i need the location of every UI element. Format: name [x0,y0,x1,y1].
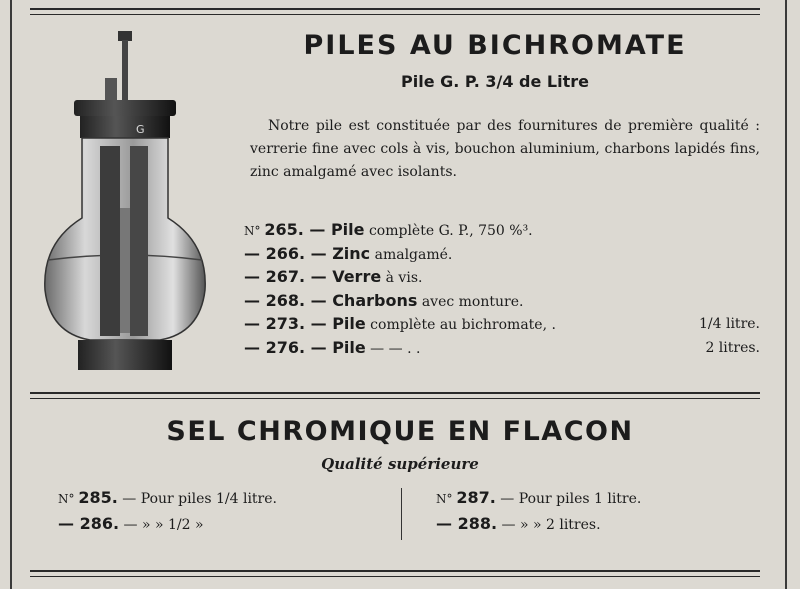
item-prefix: N° [58,492,79,506]
item-text: — » » 2 litres. [497,517,601,533]
item-dash: — [305,243,333,263]
item-number: — 273. [244,314,306,333]
list-item [244,291,764,315]
list-item [436,488,641,514]
left-border [10,0,12,589]
right-border [785,0,787,589]
item-number: 265. [264,220,304,239]
item-desc: complète au bichromate, . [365,317,556,333]
product-description: Notre pile est constituée par des fournitures de première qualité : verrerie fine avec cols à vis, bouchon aluminium, charbons lapidés fins, zinc amalgamé avec isolants. [250,118,760,180]
bichromate-battery-illustration [30,28,230,378]
list-item [244,338,764,362]
product-subtitle: Pile G. P. 3/4 de Litre [401,72,589,91]
item-number: 285. [78,488,118,507]
item-name: Verre [332,267,382,286]
sel-right-column [436,488,641,540]
top-rule [30,8,760,10]
top-rule-thin [30,14,760,15]
item-number: — 266. [244,243,306,263]
item-desc: amalgamé. [370,246,453,263]
list-item [58,514,277,540]
list-item [244,244,764,268]
sel-subtitle: Qualité supérieure [321,455,479,473]
middle-rule-thin [30,398,760,399]
list-item [244,314,764,338]
item-name: Pile [332,314,366,333]
sel-title: SEL CHROMIQUE EN FLACON [166,416,634,447]
list-item [244,267,764,291]
item-dash: — [305,267,333,286]
product-title: PILES AU BICHROMATE [303,30,687,61]
list-item [58,488,277,514]
sel-left-column [58,488,277,540]
svg-text:G: G [136,123,145,136]
item-number: 287. [456,488,496,507]
product-items-list [244,220,764,361]
item-number: — 267. [244,267,306,286]
item-text: — Pour piles 1/4 litre. [117,491,277,507]
item-name: Zinc [332,243,371,263]
item-dash: — [305,290,333,310]
item-name: Charbons [332,290,418,310]
item-number: — 268. [244,290,306,310]
item-extra: 1/4 litre. [699,316,760,332]
list-item [436,514,641,540]
item-name: Pile [330,220,365,239]
bottom-rule-thin [30,576,760,577]
middle-rule [30,392,760,394]
item-dash: — [305,314,333,333]
bottom-rule [30,570,760,572]
item-number: — 276. [244,337,306,357]
item-desc: avec monture. [417,293,524,310]
list-item [244,220,764,244]
item-desc: à vis. [381,270,423,286]
item-text: — Pour piles 1 litre. [495,491,642,507]
item-name: Pile [332,337,366,357]
item-number: — 288. [436,514,498,533]
item-prefix: N° [436,492,457,506]
column-divider [401,488,402,540]
item-text: — » » 1/2 » [119,517,204,533]
item-dash: — [305,337,333,357]
item-desc: — — . . [365,340,421,357]
item-desc: complète G. P., 750 %³. [364,223,533,239]
item-dash: — [303,220,331,239]
item-prefix: N° [244,224,265,238]
item-extra: 2 litres. [705,339,760,356]
item-number: — 286. [58,514,120,533]
